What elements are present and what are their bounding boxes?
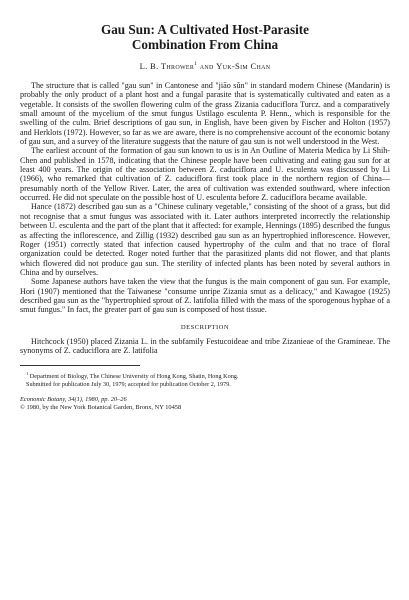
author-2: Yuk-Sim Chan <box>216 61 271 71</box>
body-paragraph: The earliest account of the formation of gau sun known to us is in An Outline of Materia Medica by Li Shih-Chen and published in 1578, indicating that the Chinese people have been cultivating and eating gau sun for at least 400 years. The origin of the association between Z. caduciflora and U. esculenta was discussed by Li (1966), who remarked that cultivation of Z. caduciflora first took place in the northern region of China—presumably north of the Yellow River. Later, the area of cultivation was extended southward, where infection occurred. He did not speculate on the possible host of U. esculenta before Z. caduciflora became available. <box>20 146 390 203</box>
author-line <box>20 61 390 71</box>
author-1: L. B. Thrower <box>139 61 195 71</box>
body-paragraph: The structure that is called "gau sun" in Cantonese and "jiāo sǔn" in standard modern Chinese (Mandarin) is probably the only product of a plant host and a fungal parasite that is systematically cultivated and eaten as a vegetable. It consists of the swollen flowering culm of the grass Zizania caduciflora Turcz. and a comparatively small amount of the mycelium of the smut fungus Ustilago esculenta P. Henn., which is responsible for the swelling of the culm. Brief descriptions of gau sun, in English, have been given by Fischer and Holton (1957) and Herklots (1972). However, so far as we are aware, there is no comprehensive account of the economic botany of gau sun, and a survey of the literature suggests that the nature of gau sun is not well understood in the West. <box>20 81 390 147</box>
copyright-notice: © 1980, by the New York Botanical Garden, Bronx, NY 10458 <box>20 403 182 411</box>
section-heading: DESCRIPTION <box>180 323 230 331</box>
body-paragraph: Hance (1872) described gau sun as a "Chinese culinary vegetable," consisting of the shoot of a grass, but did not recognise that a smut fungus was associated with it. Later authors interpreted incorrectly the relationship between U. esculenta and the part of the plant that it affected: for example, Hennings (1895) described the fungus as affecting the inflorescence, and Zillig (1932) described gau sun as an hypertrophied inflorescence. However, Roger (1951) correctly stated that infection caused hypertrophy of the culm and that no trace of floral organization could be detected. Roger noted further that the parasitized plants did not flower, and that plants which flowered did not produce gau sun. The sterility of infected plants has been noted by several authors in China and by ourselves. <box>20 202 390 277</box>
journal-citation: Economic Botany, 34(1), 1980, pp. 20–26 <box>20 396 127 404</box>
title-line-2: Combination From China <box>131 37 279 52</box>
author-footnote-marker: 1 <box>194 61 198 68</box>
body-paragraph: Some Japanese authors have taken the view that the fungus is the main component of gau sun. For example, Hori (1907) mentioned that the Taiwanese "consume unripe Zizania smut as a delicacy," and Kawagoe (1925) described gau sun as the "hypertrophied sprout of Z. latifolia filled with the mass of the sporogenous hyphae of a smut fungus." In fact, the greater part of gau sun is composed of host tissue. <box>20 277 390 315</box>
article-title <box>20 22 390 52</box>
description-paragraph: Hitchcock (1950) placed Zizania L. in the subfamily Festucoideae and tribe Zizanieae of the Gramineae. The synonyms of Z. caduciflora are Z. latifolia <box>20 336 390 355</box>
footnote-divider <box>20 365 140 366</box>
affiliation-footnote <box>20 370 390 380</box>
article-page <box>20 22 390 411</box>
affiliation-text: Department of Biology, The Chinese University of Hong Kong, Shatin, Hong Kong. <box>29 373 239 381</box>
title-line-1: Gau Sun: A Cultivated Host-Parasite <box>100 22 310 37</box>
submission-footnote: Submitted for publication July 30, 1979; accepted for publication October 2, 1979. <box>26 380 231 388</box>
author-conjunction: and <box>199 61 214 71</box>
affiliation-marker: 1 <box>26 371 29 377</box>
